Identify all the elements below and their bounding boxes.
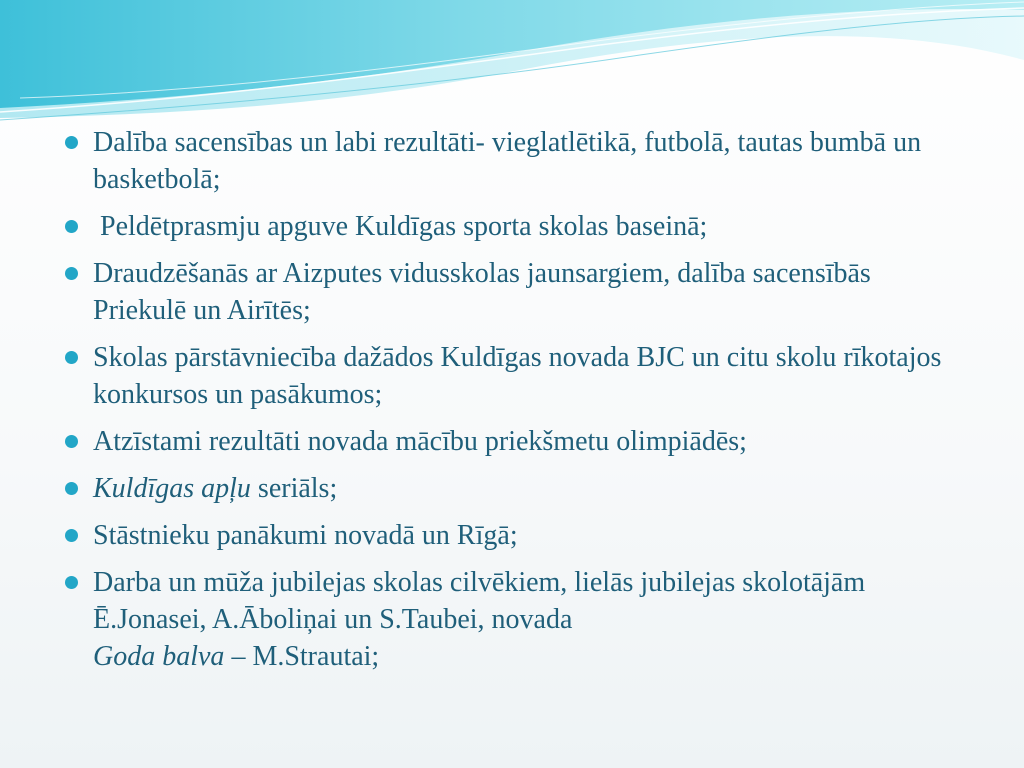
bullet-item	[62, 564, 962, 675]
bullet-list	[62, 124, 962, 675]
bullet-dot-icon	[65, 136, 78, 149]
bullet-dot-icon	[65, 482, 78, 495]
bullet-text: Darba un mūža jubilejas skolas cilvēkiem, lielās jubilejas skolotājām Ē.Jonasei, A.Āboliņai un S.Taubei, novada	[93, 567, 866, 635]
bullet-item	[62, 470, 962, 507]
bullet-dot-icon	[65, 267, 78, 280]
bullet-text: Peldētprasmju apguve Kuldīgas sporta skolas baseinā;	[93, 211, 708, 242]
bullet-text: Dalība sacensības un labi rezultāti- vieglatlētikā, futbolā, tautas bumbā un basketbolā;	[93, 127, 922, 195]
bullet-item	[62, 339, 962, 413]
bullet-item	[62, 423, 962, 460]
bullet-item	[62, 208, 962, 245]
bullet-item	[62, 517, 962, 554]
bullet-dot-icon	[65, 220, 78, 233]
bullet-dot-icon	[65, 435, 78, 448]
bullet-text: Atzīstami rezultāti novada mācību priekšmetu olimpiādēs;	[93, 426, 747, 457]
bullet-text: Stāstnieku panākumi novadā un Rīgā;	[93, 520, 518, 551]
bullet-item	[62, 255, 962, 329]
bullet-text-italic: Kuldīgas apļu	[93, 473, 251, 504]
bullet-dot-icon	[65, 576, 78, 589]
bullet-text-italic: Goda balva	[93, 641, 225, 672]
bullet-text: seriāls;	[250, 473, 338, 504]
bullet-text: Draudzēšanās ar Aizputes vidusskolas jaunsargiem, dalība sacensībās Priekulē un Airītēs;	[93, 258, 871, 326]
bullet-dot-icon	[65, 529, 78, 542]
bullet-dot-icon	[65, 351, 78, 364]
bullet-text: – M.Strautai;	[224, 641, 380, 672]
bullet-text: Skolas pārstāvniecība dažādos Kuldīgas novada BJC un citu skolu rīkotajos konkursos un pasākumos;	[93, 342, 942, 410]
slide-content	[62, 124, 962, 685]
bullet-item	[62, 124, 962, 198]
